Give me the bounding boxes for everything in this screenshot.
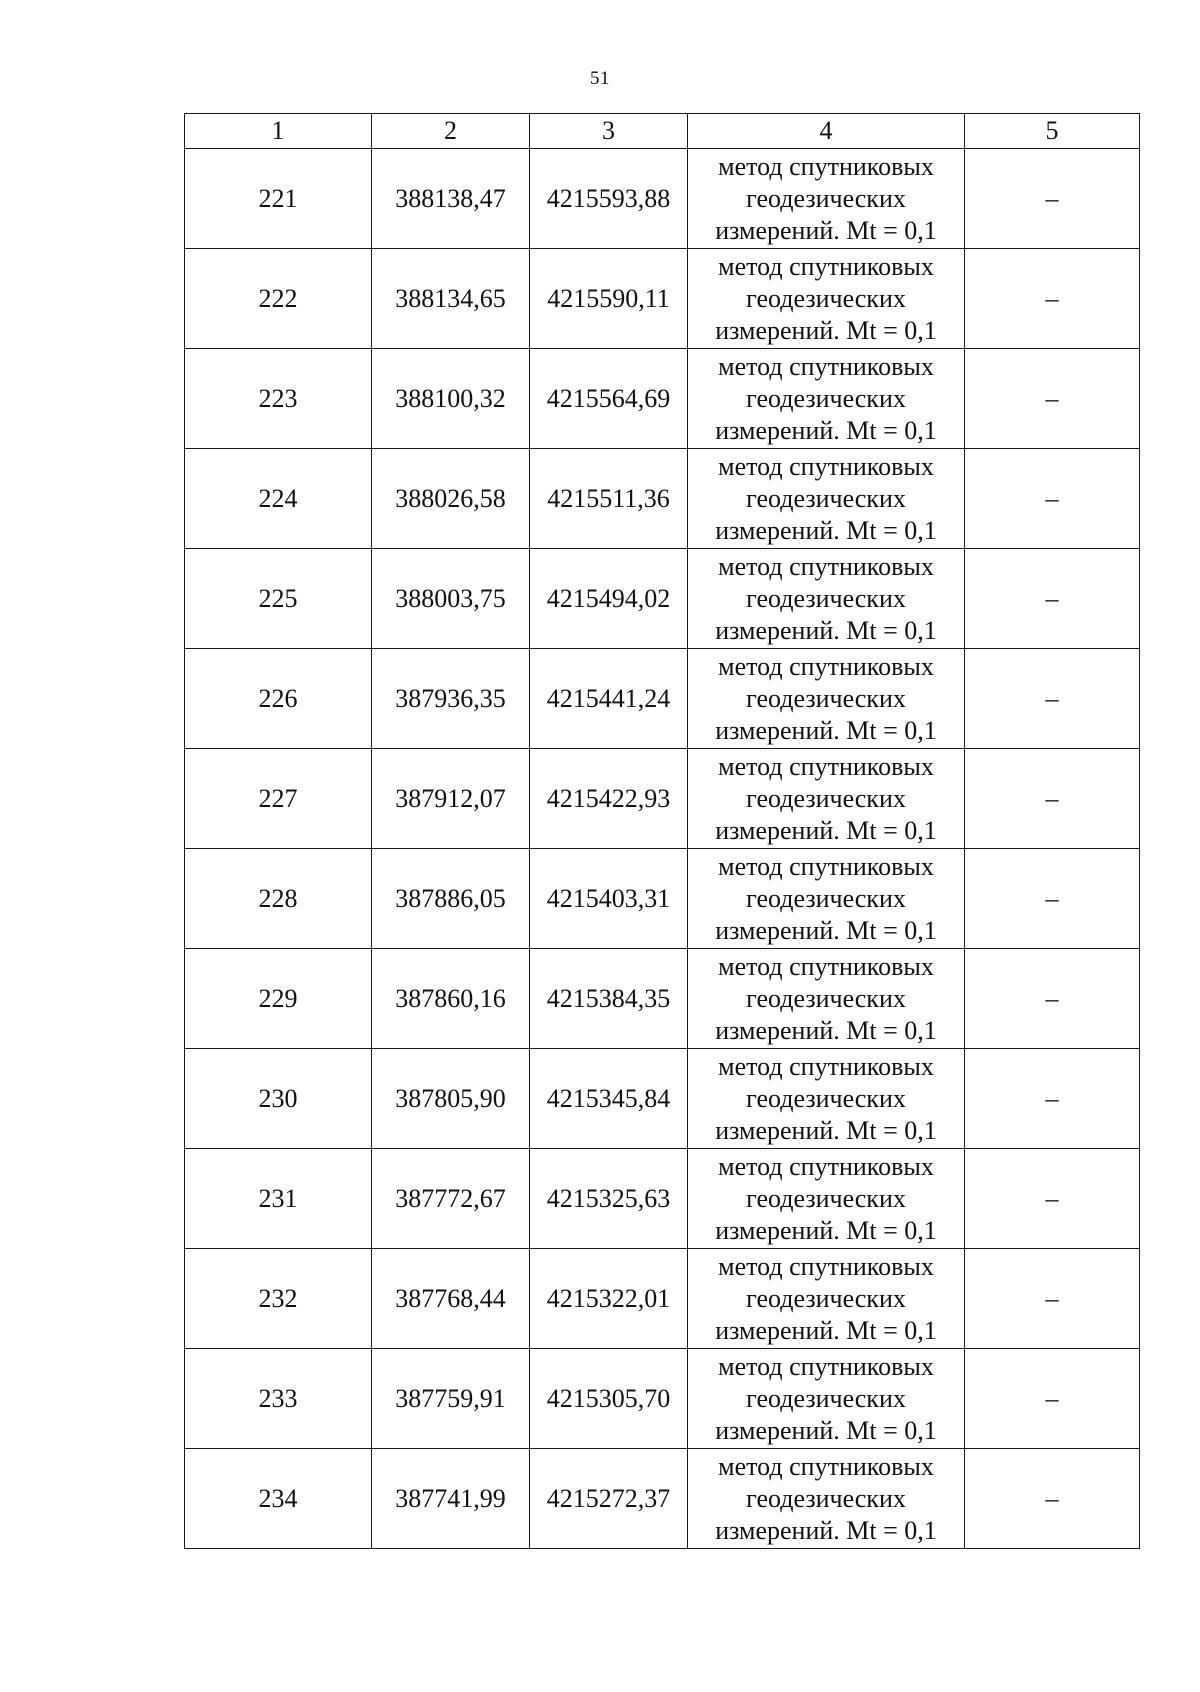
x-coordinate-cell: 387860,16 <box>372 949 530 1049</box>
header-col-4: 4 <box>688 114 965 149</box>
table-row <box>185 1049 1140 1149</box>
extra-info-cell: – <box>965 749 1140 849</box>
y-coordinate-cell: 4215403,31 <box>530 849 688 949</box>
table-row <box>185 849 1140 949</box>
method-line: измерений. Mt = 0,1 <box>715 315 937 345</box>
point-number-cell: 224 <box>185 449 372 549</box>
method-cell <box>688 749 965 849</box>
extra-info-cell: – <box>965 1449 1140 1549</box>
x-coordinate-cell: 387912,07 <box>372 749 530 849</box>
method-cell <box>688 449 965 549</box>
method-line: геодезических <box>746 983 906 1013</box>
x-coordinate-cell: 387768,44 <box>372 1249 530 1349</box>
point-number-cell: 227 <box>185 749 372 849</box>
method-line: геодезических <box>746 183 906 213</box>
method-line: измерений. Mt = 0,1 <box>715 1415 937 1445</box>
method-line: метод спутниковых <box>718 551 934 581</box>
method-line: метод спутниковых <box>718 951 934 981</box>
point-number-cell: 223 <box>185 349 372 449</box>
point-number-cell: 229 <box>185 949 372 1049</box>
method-line: метод спутниковых <box>718 251 934 281</box>
method-line: метод спутниковых <box>718 751 934 781</box>
y-coordinate-cell: 4215494,02 <box>530 549 688 649</box>
method-line: геодезических <box>746 583 906 613</box>
method-cell <box>688 249 965 349</box>
y-coordinate-cell: 4215590,11 <box>530 249 688 349</box>
y-coordinate-cell: 4215345,84 <box>530 1049 688 1149</box>
point-number-cell: 226 <box>185 649 372 749</box>
extra-info-cell: – <box>965 1349 1140 1449</box>
point-number-cell: 233 <box>185 1349 372 1449</box>
method-line: геодезических <box>746 683 906 713</box>
method-line: измерений. Mt = 0,1 <box>715 515 937 545</box>
table-row <box>185 1249 1140 1349</box>
header-row <box>185 114 1140 149</box>
method-cell <box>688 1349 965 1449</box>
table-row <box>185 1349 1140 1449</box>
page-number: 51 <box>590 68 610 89</box>
table-row <box>185 649 1140 749</box>
method-line: геодезических <box>746 283 906 313</box>
method-cell <box>688 1249 965 1349</box>
x-coordinate-cell: 388100,32 <box>372 349 530 449</box>
table-row <box>185 249 1140 349</box>
x-coordinate-cell: 387741,99 <box>372 1449 530 1549</box>
x-coordinate-cell: 387772,67 <box>372 1149 530 1249</box>
method-cell <box>688 349 965 449</box>
extra-info-cell: – <box>965 249 1140 349</box>
x-coordinate-cell: 387886,05 <box>372 849 530 949</box>
extra-info-cell: – <box>965 649 1140 749</box>
method-line: геодезических <box>746 783 906 813</box>
point-number-cell: 228 <box>185 849 372 949</box>
table-row <box>185 149 1140 249</box>
table-row <box>185 749 1140 849</box>
method-line: геодезических <box>746 383 906 413</box>
x-coordinate-cell: 387936,35 <box>372 649 530 749</box>
method-line: измерений. Mt = 0,1 <box>715 915 937 945</box>
method-line: метод спутниковых <box>718 451 934 481</box>
coordinates-table <box>184 113 1140 1549</box>
extra-info-cell: – <box>965 1249 1140 1349</box>
point-number-cell: 230 <box>185 1049 372 1149</box>
method-line: измерений. Mt = 0,1 <box>715 1115 937 1145</box>
extra-info-cell: – <box>965 349 1140 449</box>
extra-info-cell: – <box>965 949 1140 1049</box>
point-number-cell: 221 <box>185 149 372 249</box>
method-cell <box>688 549 965 649</box>
extra-info-cell: – <box>965 1049 1140 1149</box>
extra-info-cell: – <box>965 549 1140 649</box>
method-line: измерений. Mt = 0,1 <box>715 1515 937 1545</box>
method-line: метод спутниковых <box>718 1451 934 1481</box>
y-coordinate-cell: 4215422,93 <box>530 749 688 849</box>
method-line: метод спутниковых <box>718 651 934 681</box>
extra-info-cell: – <box>965 1149 1140 1249</box>
header-col-5: 5 <box>965 114 1140 149</box>
method-cell <box>688 1449 965 1549</box>
method-line: геодезических <box>746 1383 906 1413</box>
method-line: метод спутниковых <box>718 151 934 181</box>
method-cell <box>688 949 965 1049</box>
method-line: геодезических <box>746 483 906 513</box>
point-number-cell: 222 <box>185 249 372 349</box>
extra-info-cell: – <box>965 449 1140 549</box>
method-line: измерений. Mt = 0,1 <box>715 1015 937 1045</box>
table-row <box>185 349 1140 449</box>
x-coordinate-cell: 388003,75 <box>372 549 530 649</box>
table-header <box>185 114 1140 149</box>
method-line: метод спутниковых <box>718 1251 934 1281</box>
method-line: измерений. Mt = 0,1 <box>715 715 937 745</box>
table-body <box>185 149 1140 1549</box>
extra-info-cell: – <box>965 149 1140 249</box>
method-line: геодезических <box>746 1283 906 1313</box>
point-number-cell: 231 <box>185 1149 372 1249</box>
method-line: измерений. Mt = 0,1 <box>715 215 937 245</box>
x-coordinate-cell: 388138,47 <box>372 149 530 249</box>
method-cell <box>688 149 965 249</box>
header-col-2: 2 <box>372 114 530 149</box>
method-line: измерений. Mt = 0,1 <box>715 415 937 445</box>
extra-info-cell: – <box>965 849 1140 949</box>
x-coordinate-cell: 388134,65 <box>372 249 530 349</box>
table-row <box>185 949 1140 1049</box>
method-line: метод спутниковых <box>718 1151 934 1181</box>
y-coordinate-cell: 4215441,24 <box>530 649 688 749</box>
method-line: геодезических <box>746 1083 906 1113</box>
x-coordinate-cell: 387805,90 <box>372 1049 530 1149</box>
method-cell <box>688 1049 965 1149</box>
method-line: геодезических <box>746 1183 906 1213</box>
y-coordinate-cell: 4215564,69 <box>530 349 688 449</box>
x-coordinate-cell: 387759,91 <box>372 1349 530 1449</box>
y-coordinate-cell: 4215384,35 <box>530 949 688 1049</box>
y-coordinate-cell: 4215593,88 <box>530 149 688 249</box>
header-col-1: 1 <box>185 114 372 149</box>
x-coordinate-cell: 388026,58 <box>372 449 530 549</box>
method-line: геодезических <box>746 883 906 913</box>
point-number-cell: 225 <box>185 549 372 649</box>
method-line: метод спутниковых <box>718 851 934 881</box>
table-row <box>185 549 1140 649</box>
method-line: измерений. Mt = 0,1 <box>715 815 937 845</box>
table-row <box>185 1449 1140 1549</box>
header-col-3: 3 <box>530 114 688 149</box>
method-cell <box>688 1149 965 1249</box>
method-line: метод спутниковых <box>718 1351 934 1381</box>
method-line: измерений. Mt = 0,1 <box>715 615 937 645</box>
y-coordinate-cell: 4215322,01 <box>530 1249 688 1349</box>
method-cell <box>688 649 965 749</box>
method-line: метод спутниковых <box>718 351 934 381</box>
point-number-cell: 232 <box>185 1249 372 1349</box>
y-coordinate-cell: 4215325,63 <box>530 1149 688 1249</box>
method-line: измерений. Mt = 0,1 <box>715 1315 937 1345</box>
table-row <box>185 449 1140 549</box>
method-line: геодезических <box>746 1483 906 1513</box>
y-coordinate-cell: 4215272,37 <box>530 1449 688 1549</box>
method-line: метод спутниковых <box>718 1051 934 1081</box>
y-coordinate-cell: 4215305,70 <box>530 1349 688 1449</box>
method-line: измерений. Mt = 0,1 <box>715 1215 937 1245</box>
method-cell <box>688 849 965 949</box>
table-row <box>185 1149 1140 1249</box>
point-number-cell: 234 <box>185 1449 372 1549</box>
y-coordinate-cell: 4215511,36 <box>530 449 688 549</box>
